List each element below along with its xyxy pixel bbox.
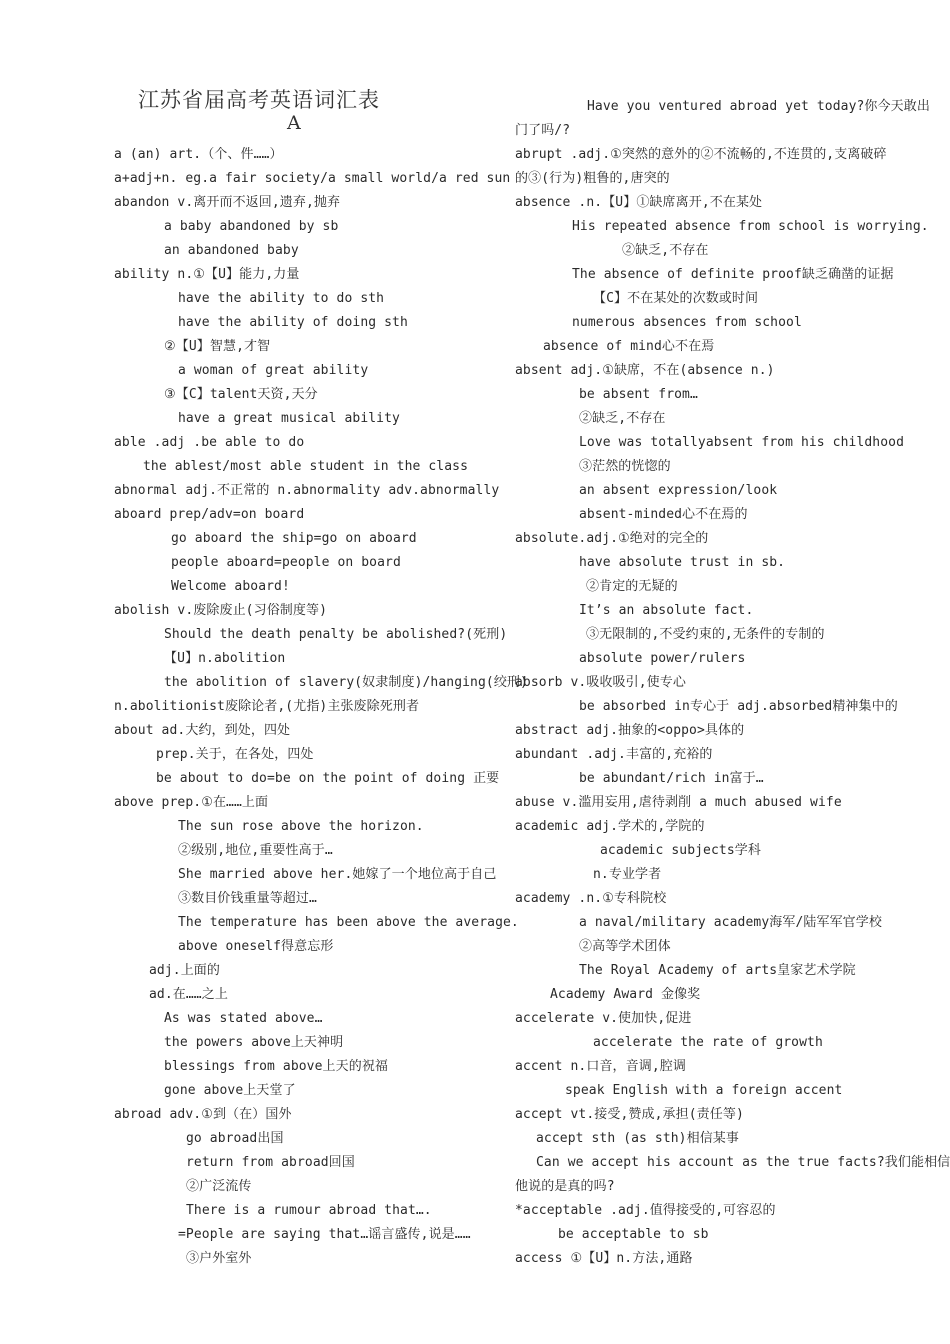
left-line: As was stated above…: [164, 1011, 323, 1026]
left-line: people aboard=people on board: [171, 555, 401, 570]
right-line: academic subjects学科: [600, 843, 761, 858]
left-line: be about to do=be on the point of doing 正要: [156, 771, 500, 786]
left-line: ad.在……之上: [149, 987, 228, 1002]
left-line: ③户外室外: [186, 1251, 252, 1266]
right-line: 的③(行为)粗鲁的,唐突的: [515, 171, 670, 186]
right-line: be acceptable to sb: [558, 1227, 709, 1242]
left-line: ability n.①【U】能力,力量: [114, 267, 300, 282]
right-line: ③茫然的恍惚的: [579, 459, 671, 474]
right-line: ③无限制的,不受约束的,无条件的专制的: [586, 627, 825, 642]
left-line: Should the death penalty be abolished?(死刑): [164, 627, 508, 642]
page-title: 江苏省届高考英语词汇表: [138, 88, 380, 112]
right-line: ②高等学术团体: [579, 939, 671, 954]
left-line: have the ability of doing sth: [178, 315, 408, 330]
left-line: about ad.大约，到处，四处: [114, 723, 291, 738]
left-line: abolish v.废除废止(习俗制度等): [114, 603, 328, 618]
left-line: adj.上面的: [149, 963, 221, 978]
left-line: ②【U】智慧,才智: [164, 339, 271, 354]
right-line: ②肯定的无疑的: [586, 579, 678, 594]
right-line: absolute power/rulers: [579, 651, 746, 666]
left-line: blessings from above上天的祝福: [164, 1059, 389, 1074]
right-line: 他说的是真的吗?: [515, 1179, 615, 1194]
right-line: accelerate v.使加快,促进: [515, 1011, 692, 1026]
right-line: abstract adj.抽象的<oppo>具体的: [515, 723, 745, 738]
left-line: There is a rumour abroad that….: [186, 1203, 432, 1218]
right-line: accept vt.接受,赞成,承担(责任等): [515, 1107, 744, 1122]
left-line: abnormal adj.不正常的 n.abnormality adv.abnormally: [114, 483, 500, 498]
right-line: Academy Award 金像奖: [550, 987, 701, 1002]
left-line: gone above上天堂了: [164, 1083, 296, 1098]
right-line: abundant .adj.丰富的,充裕的: [515, 747, 713, 762]
right-line: absence .n.【U】①缺席离开,不在某处: [515, 195, 763, 210]
left-line: Welcome aboard!: [171, 579, 290, 594]
left-line: ②广泛流传: [186, 1179, 252, 1194]
right-line: absorb v.吸收吸引,使专心: [515, 675, 686, 690]
right-line: The absence of definite proof缺乏确凿的证据: [572, 267, 894, 282]
right-line: absence of mind心不在焉: [543, 339, 715, 354]
left-line: the powers above上天神明: [164, 1035, 344, 1050]
right-line: absent adj.①缺席，不在(absence n.): [515, 363, 775, 378]
right-line: an absent expression/look: [579, 483, 778, 498]
right-line: accept sth (as sth)相信某事: [536, 1131, 740, 1146]
right-line: It’s an absolute fact.: [579, 603, 754, 618]
left-line: a baby abandoned by sb: [164, 219, 339, 234]
right-line: be absent from…: [579, 387, 698, 402]
right-line: Love was totallyabsent from his childhood: [579, 435, 904, 450]
left-line: The temperature has been above the average.: [178, 915, 519, 930]
right-line: *acceptable .adj.值得接受的,可容忍的: [515, 1203, 776, 1218]
left-line: above prep.①在……上面: [114, 795, 269, 810]
left-line: go abroad出国: [186, 1131, 284, 1146]
left-line: abandon v.离开而不返回,遗弃,抛弃: [114, 195, 341, 210]
right-line: have absolute trust in sb.: [579, 555, 786, 570]
left-line: return from abroad回国: [186, 1155, 355, 1170]
right-line: academy .n.①专科院校: [515, 891, 667, 906]
right-line: Can we accept his account as the true facts?我们能相信: [536, 1155, 950, 1170]
right-line: ②缺乏,不存在: [579, 411, 666, 426]
left-line: have a great musical ability: [178, 411, 400, 426]
left-line: a+adj+n. eg.a fair society/a small world/a red sun: [114, 171, 511, 186]
left-line: ③数目价钱重量等超过…: [178, 891, 317, 906]
left-line: an abandoned baby: [164, 243, 299, 258]
right-line: academic adj.学术的,学院的: [515, 819, 705, 834]
right-line: abuse v.滥用妄用,虐待剥削 a much abused wife: [515, 795, 842, 810]
right-line: abrupt .adj.①突然的意外的②不流畅的,不连贯的,支离破碎: [515, 147, 887, 162]
right-line: n.专业学者: [593, 867, 662, 882]
right-line: ②缺乏,不存在: [622, 243, 709, 258]
left-line: go aboard the ship=go on aboard: [171, 531, 417, 546]
left-line: ③【C】talent天资,天分: [164, 387, 318, 402]
left-line: =People are saying that…谣言盛传,说是……: [178, 1227, 471, 1242]
right-line: access ①【U】n.方法,通路: [515, 1251, 693, 1266]
right-line: numerous absences from school: [572, 315, 802, 330]
left-line: She married above her.她嫁了一个地位高于自己: [178, 867, 497, 882]
right-line: be absorbed in专心于 adj.absorbed精神集中的: [579, 699, 898, 714]
left-line: the ablest/most able student in the class: [143, 459, 468, 474]
left-line: a woman of great ability: [178, 363, 369, 378]
left-line: n.abolitionist废除论者,(尤指)主张废除死刑者: [114, 699, 420, 714]
left-line: aboard prep/adv=on board: [114, 507, 305, 522]
left-line: prep.关于，在各处，四处: [156, 747, 314, 762]
left-line: The sun rose above the horizon.: [178, 819, 424, 834]
left-line: ②级别,地位,重要性高于…: [178, 843, 333, 858]
right-line: accent n.口音，音调,腔调: [515, 1059, 686, 1074]
right-line: absolute.adj.①绝对的完全的: [515, 531, 709, 546]
left-line: 【U】n.abolition: [164, 651, 286, 666]
left-line: have the ability to do sth: [178, 291, 385, 306]
left-line: abroad adv.①到（在）国外: [114, 1107, 292, 1122]
left-line: a (an) art.（个、件……）: [114, 147, 283, 162]
left-line: able .adj .be able to do: [114, 435, 305, 450]
right-line: be abundant/rich in富于…: [579, 771, 764, 786]
right-line: 门了吗/?: [515, 123, 571, 138]
right-line: speak English with a foreign accent: [565, 1083, 843, 1098]
right-line: a naval/military academy海军/陆军军官学校: [579, 915, 882, 930]
section-letter: A: [287, 112, 301, 134]
right-line: Have you ventured abroad yet today?你今天敢出: [587, 99, 930, 114]
right-line: His repeated absence from school is worrying.: [572, 219, 929, 234]
right-line: accelerate the rate of growth: [593, 1035, 823, 1050]
right-line: The Royal Academy of arts皇家艺术学院: [579, 963, 856, 978]
right-line: 【C】不在某处的次数或时间: [593, 291, 759, 306]
left-line: the abolition of slavery(奴隶制度)/hanging(绞刑): [164, 675, 528, 690]
left-line: above oneself得意忘形: [178, 939, 334, 954]
right-line: absent-minded心不在焉的: [579, 507, 748, 522]
